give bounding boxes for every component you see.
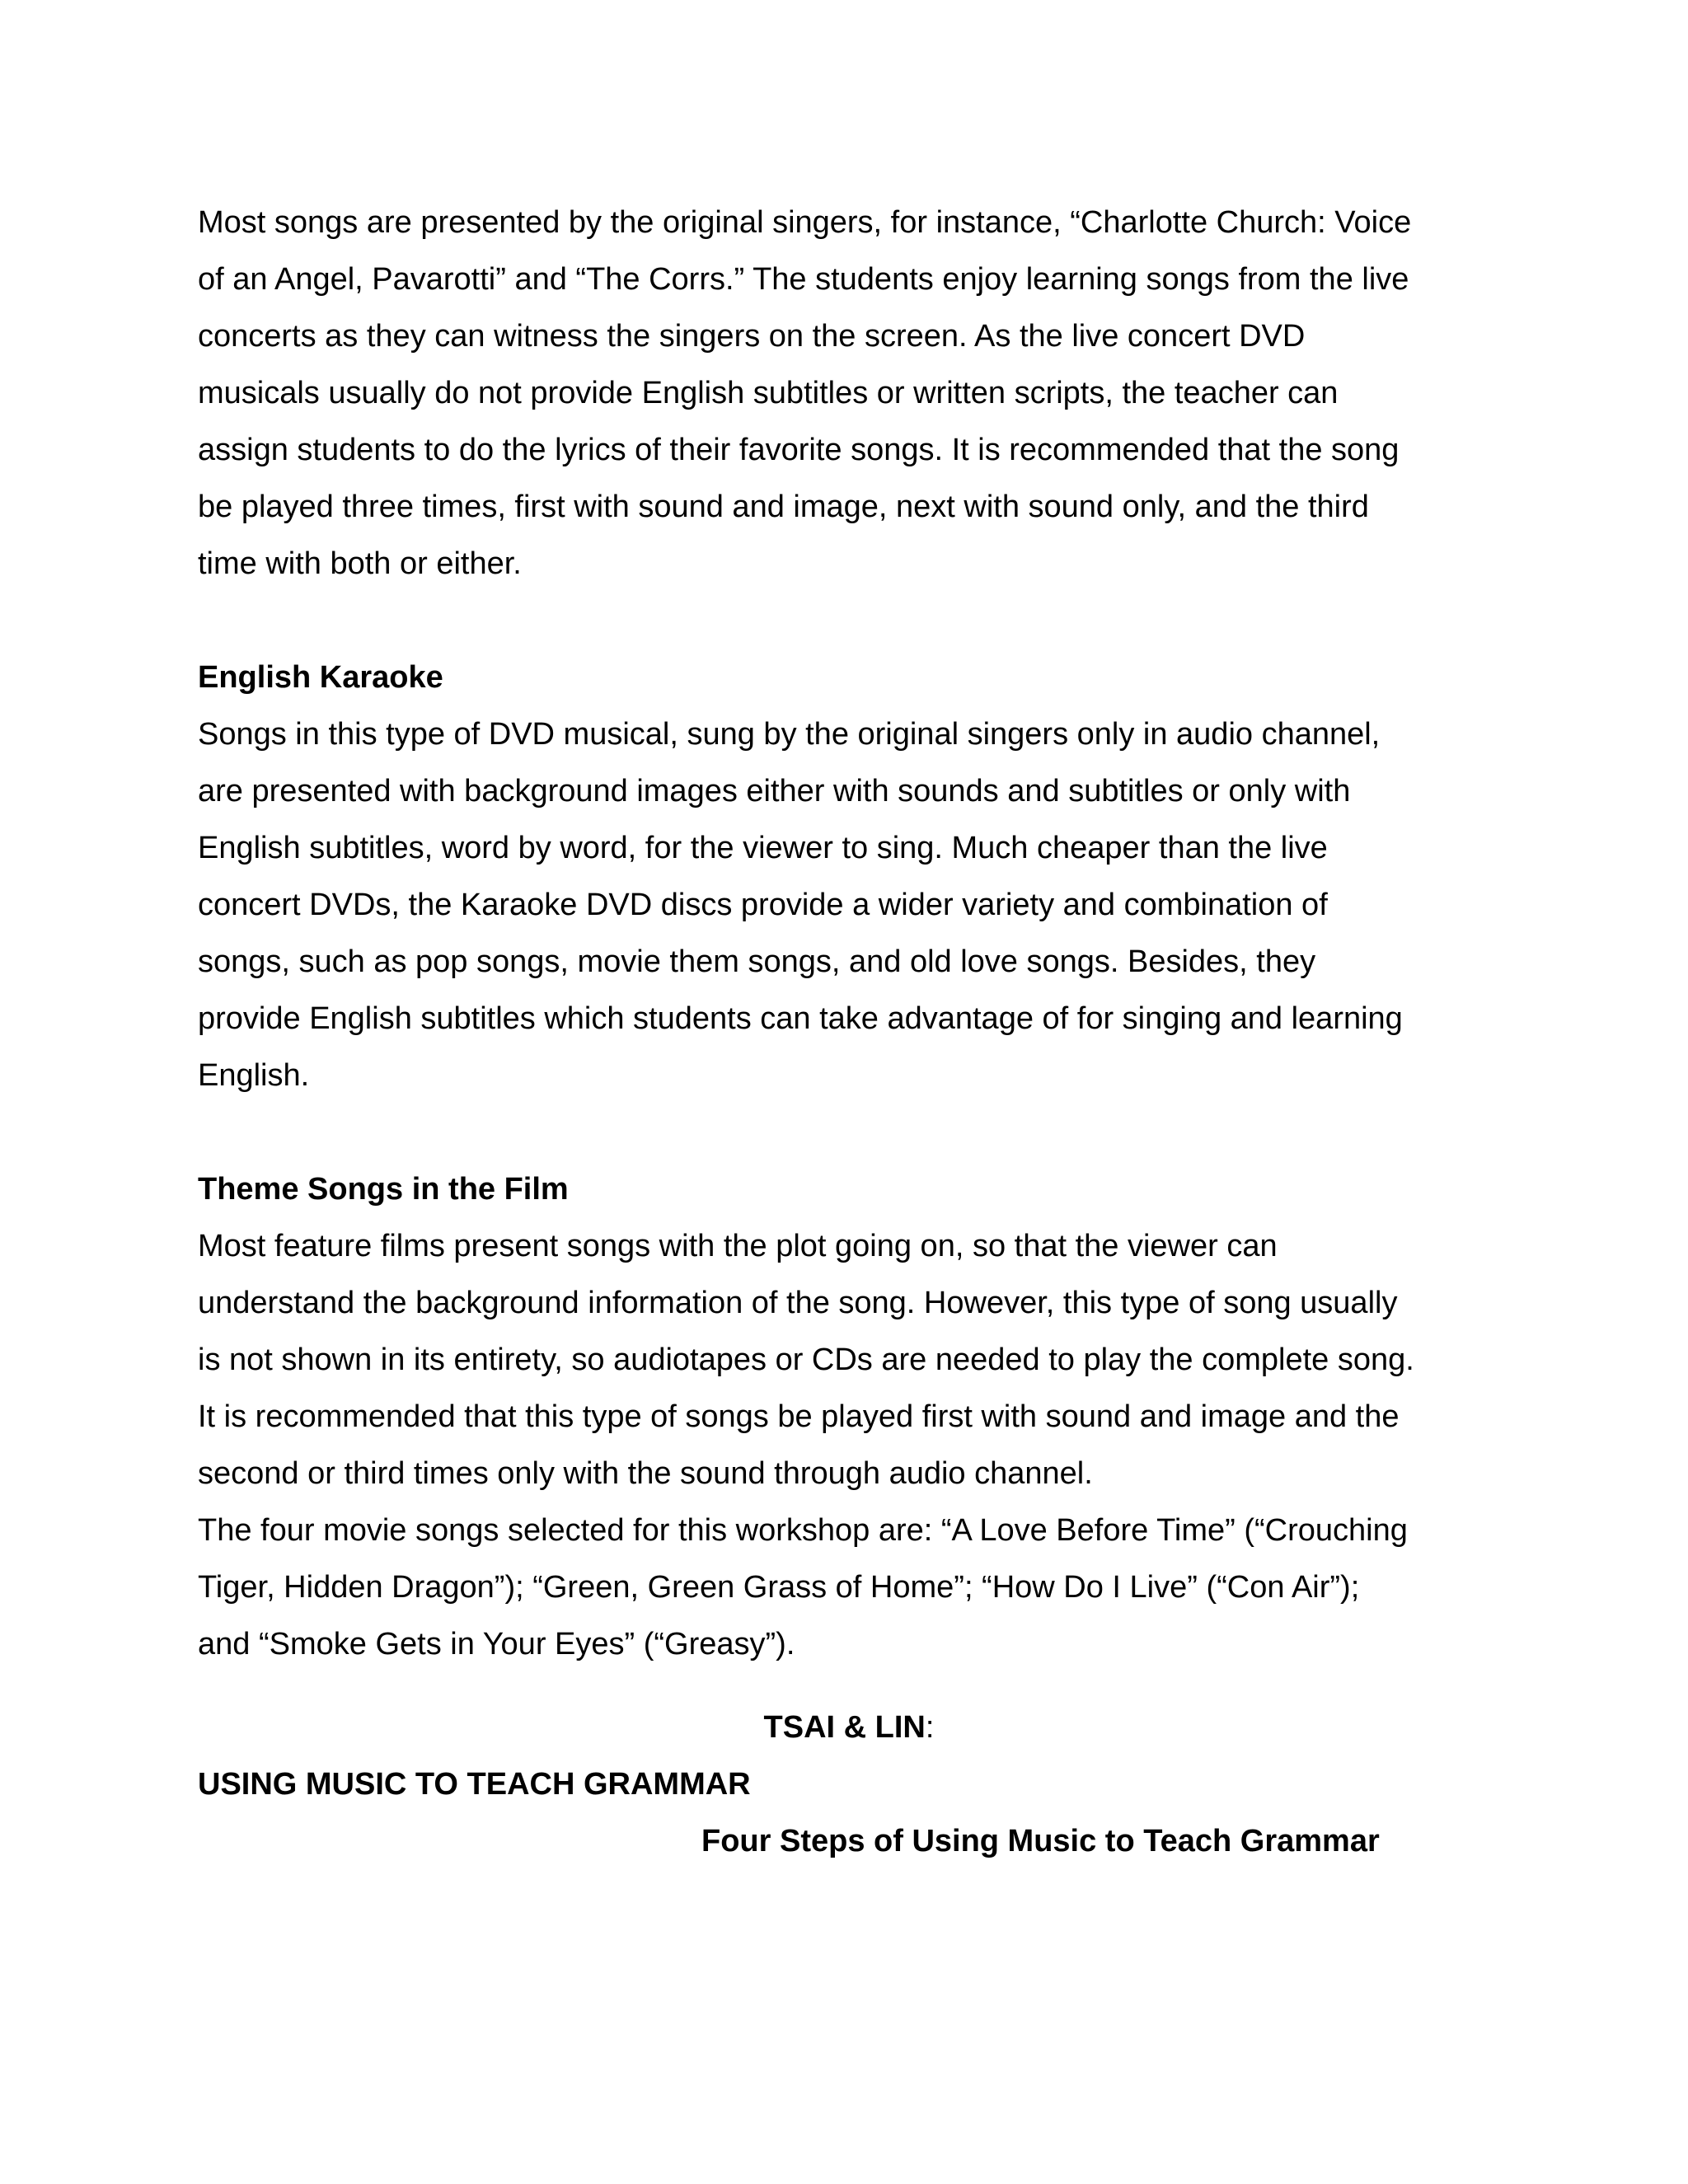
text-line: Most feature films present songs with the plot going on, so that the viewer can — [198, 1229, 1278, 1263]
text-line: Tiger, Hidden Dragon”); “Green, Green Grass of Home”; “How Do I Live” (“Con Air”); — [198, 1570, 1360, 1605]
text-line: assign students to do the lyrics of their favorite songs. It is recommended that the song — [198, 433, 1400, 467]
text-line: English subtitles, word by word, for the viewer to sing. Much cheaper than the live — [198, 831, 1328, 865]
text-line: are presented with background images either with sounds and subtitles or only with — [198, 774, 1351, 808]
section-spacer — [198, 1104, 1500, 1161]
text-line: Most songs are presented by the original singers, for instance, “Charlotte Church: Voice — [198, 205, 1412, 240]
text-line: English. — [198, 1058, 310, 1093]
text-line: be played three times, first with sound and image, next with sound only, and the third — [198, 490, 1369, 524]
film-section — [198, 1161, 1500, 1673]
text-line: concerts as they can witness the singers on the screen. As the live concert DVD — [198, 319, 1306, 354]
text-line: concert DVDs, the Karaoke DVD discs provide a wider variety and combination of — [198, 888, 1328, 922]
text-line: is not shown in its entirety, so audiotapes or CDs are needed to play the complete song. — [198, 1343, 1414, 1377]
next-section-heading: Four Steps of Using Music to Teach Grammar — [701, 1824, 1380, 1858]
text-line: and “Smoke Gets in Your Eyes” (“Greasy”). — [198, 1627, 795, 1661]
text-line: understand the background information of the song. However, this type of song usually — [198, 1286, 1398, 1320]
running-head-authors: TSAI & LIN — [763, 1710, 926, 1745]
running-head-authors-line — [198, 1699, 1500, 1756]
running-head-title: USING MUSIC TO TEACH GRAMMAR — [198, 1767, 751, 1802]
text-line: songs, such as pop songs, movie them songs, and old love songs. Besides, they — [198, 944, 1316, 979]
document-page — [198, 194, 1500, 1870]
text-line: time with both or either. — [198, 546, 522, 581]
text-line: musicals usually do not provide English subtitles or written scripts, the teacher can — [198, 376, 1339, 410]
section-heading-karaoke: English Karaoke — [198, 660, 443, 695]
intro-paragraph — [198, 194, 1500, 593]
text-line: Songs in this type of DVD musical, sung by the original singers only in audio channel, — [198, 717, 1381, 752]
running-head-spacer — [198, 1673, 1500, 1699]
section-spacer — [198, 593, 1500, 649]
karaoke-section — [198, 649, 1500, 1104]
text-line: The four movie songs selected for this workshop are: “A Love Before Time” (“Crouching — [198, 1513, 1408, 1548]
running-head — [198, 1699, 1500, 1813]
text-line: of an Angel, Pavarotti” and “The Corrs.” The students enjoy learning songs from the live — [198, 262, 1409, 297]
running-head-colon: : — [925, 1710, 935, 1745]
text-line: second or third times only with the sound through audio channel. — [198, 1456, 1093, 1491]
text-line: It is recommended that this type of songs be played first with sound and image and the — [198, 1399, 1400, 1434]
text-line: provide English subtitles which students can take advantage of for singing and learning — [198, 1001, 1403, 1036]
section-heading-film: Theme Songs in the Film — [198, 1172, 569, 1207]
